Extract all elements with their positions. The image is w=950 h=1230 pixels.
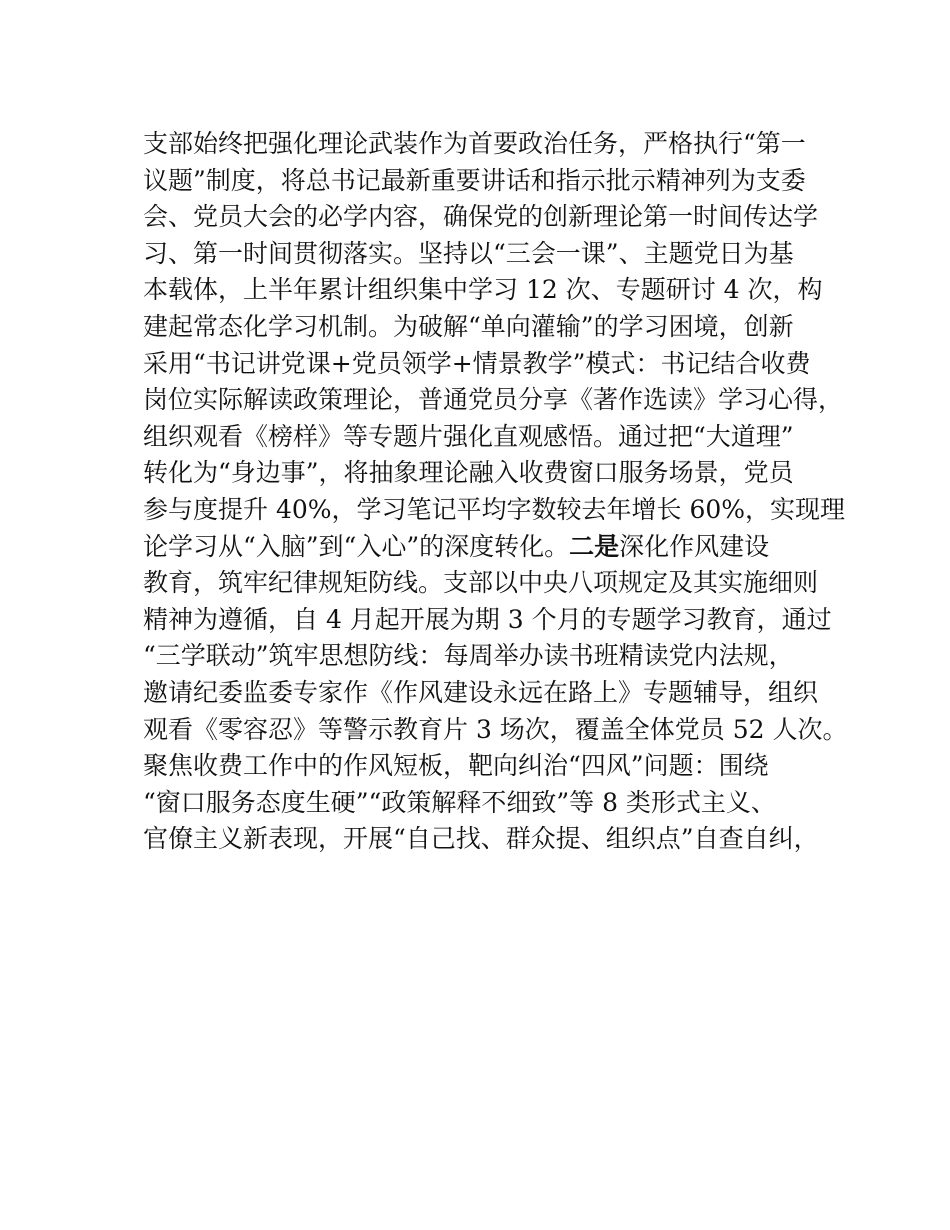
text-line: 教育，筑牢纪律规矩防线。支部以中央八项规定及其实施细则 bbox=[143, 568, 819, 598]
text-line: 支部始终把强化理论武装作为首要政治任务，严格执行“第一 bbox=[143, 129, 806, 158]
text-line: 转化为“身边事”，将抽象理论融入收费窗口服务场景，党员 bbox=[143, 458, 794, 488]
text-segment: 论学习从“入脑”到“入心”的深度转化。 bbox=[143, 531, 570, 561]
text-line: 岗位实际解读政策理论，普通党员分享《著作选读》学习心得， bbox=[143, 385, 844, 415]
text-line: 组织观看《榜样》等专题片强化直观感悟。通过把“大道理” bbox=[143, 421, 794, 451]
text-line: 习、第一时间贯彻落实。坚持以“三会一课”、主题党日为基 bbox=[143, 238, 794, 268]
text-line: “窗口服务态度生硬”“政策解释不细致”等 8 类形式主义、 bbox=[143, 787, 776, 817]
text-line: 官僚主义新表现，开展“自己找、群众提、组织点”自查自纠， bbox=[143, 824, 819, 854]
text-line: 观看《零容忍》等警示教育片 3 场次，覆盖全体党员 52 人次。 bbox=[143, 714, 848, 744]
text-line-with-bold-lead bbox=[143, 529, 843, 566]
text-line: 精神为遵循，自 4 月起开展为期 3 个月的专题学习教育，通过 bbox=[143, 604, 832, 634]
text-line: 参与度提升 40%，学习笔记平均字数较去年增长 60%，实现理 bbox=[143, 494, 846, 524]
text-line: 邀请纪委监委专家作《作风建设永远在路上》专题辅导，组织 bbox=[143, 677, 819, 707]
body-paragraph bbox=[143, 126, 848, 858]
bold-lead-label: 二是 bbox=[569, 531, 620, 561]
text-line: 建起常态化学习机制。为破解“单向灌输”的学习困境，创新 bbox=[143, 311, 794, 341]
text-line: 本载体，上半年累计组织集中学习 12 次、专题研讨 4 次，构 bbox=[143, 275, 823, 305]
text-line: 议题”制度，将总书记最新重要讲话和指示批示精神列为支委 bbox=[143, 165, 806, 195]
text-segment: 深化作风建设 bbox=[619, 531, 770, 561]
text-line: 采用“书记讲党课+党员领学+情景教学”模式：书记结合收费 bbox=[143, 348, 811, 378]
text-line: 聚焦收费工作中的作风短板，靶向纠治“四风”问题：围绕 bbox=[143, 751, 769, 781]
text-line: “三学联动”筑牢思想防线：每周举办读书班精读党内法规， bbox=[143, 641, 794, 671]
text-line: 会、党员大会的必学内容，确保党的创新理论第一时间传达学 bbox=[143, 202, 819, 232]
